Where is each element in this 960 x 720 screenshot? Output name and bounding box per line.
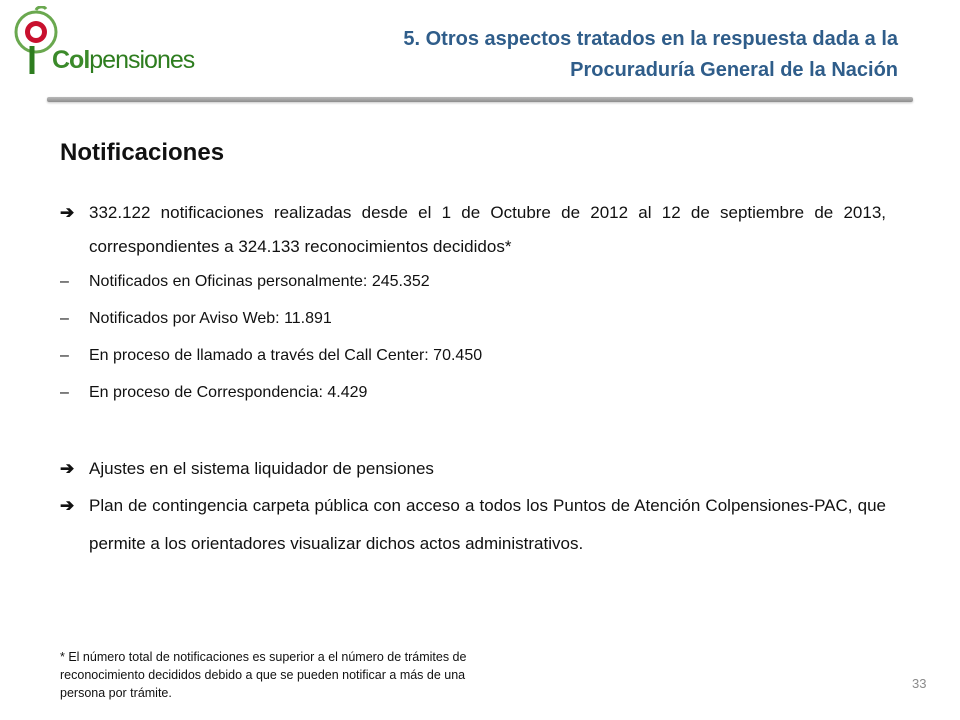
title-divider — [47, 97, 913, 102]
bullet-notifications-total — [60, 196, 886, 264]
logo-wordmark: Colpensiones — [52, 46, 195, 74]
dash-marker: – — [60, 273, 69, 290]
colpensiones-logo — [12, 6, 195, 78]
section-heading: Notificaciones — [60, 139, 225, 166]
list-item-text: Notificados en Oficinas personalmente: 245.352 — [89, 273, 430, 290]
list-item-text: Notificados por Aviso Web: 11.891 — [89, 310, 332, 327]
arrow-right-icon: ➔ — [60, 496, 75, 515]
list-item-text: En proceso de Correspondencia: 4.429 — [89, 384, 368, 401]
arrow-right-icon: ➔ — [60, 203, 75, 222]
bullet-system-adjustments — [60, 455, 886, 483]
slide-title — [258, 24, 898, 86]
bullet-contingency-plan — [60, 487, 886, 563]
dash-marker: – — [60, 310, 69, 327]
arrow-right-icon: ➔ — [60, 459, 75, 478]
page-number: 33 — [912, 676, 927, 691]
bullet-text: Ajustes en el sistema liquidador de pensiones — [89, 459, 434, 478]
slide-title-line1: 5. Otros aspectos tratados en la respuesta dada a la — [403, 28, 898, 50]
list-item-text: En proceso de llamado a través del Call Center: 70.450 — [89, 347, 483, 364]
footnote: * El número total de notificaciones es superior a el número de trámites de reconocimiento decididos debido a que se pueden notificar a más de una persona por trámite. — [60, 650, 467, 700]
dash-marker: – — [60, 384, 69, 401]
bullet-text: 332.122 notificaciones realizadas desde el 1 de Octubre de 2012 al 12 de septiembre de 2013, correspondientes a 324.133 reconocimientos decididos* — [89, 203, 886, 256]
bullet-text: Plan de contingencia carpeta pública con acceso a todos los Puntos de Atención Colpensiones-PAC, que permite a los orientadores visualizar dichos actos administrativos. — [89, 496, 886, 553]
dash-marker: – — [60, 347, 69, 364]
slide-title-line2: Procuraduría General de la Nación — [570, 59, 898, 81]
